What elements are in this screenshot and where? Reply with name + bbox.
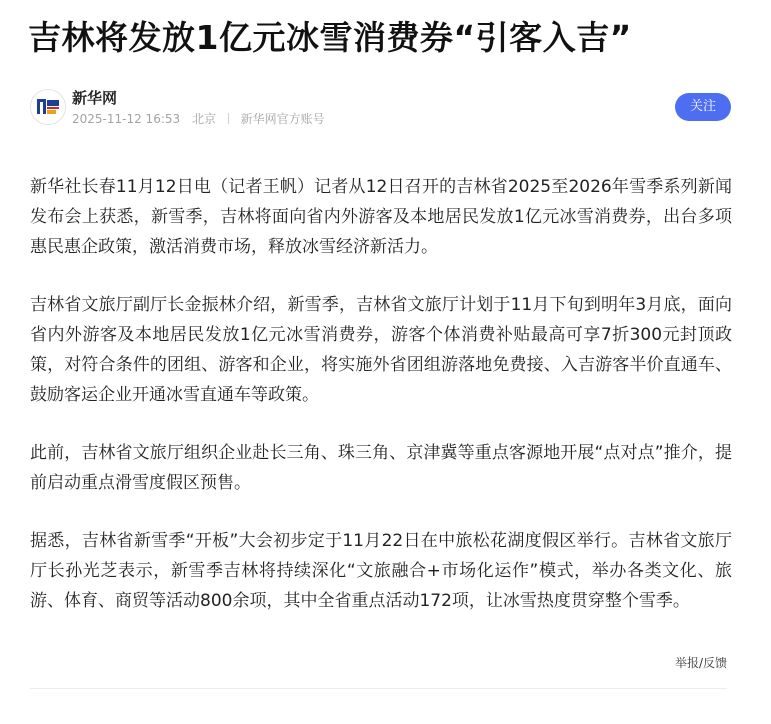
author-name[interactable]: 新华网 bbox=[72, 89, 118, 107]
publish-date: 2025-11-12 16:53 bbox=[72, 112, 181, 126]
paragraph: 吉林省文旅厅副厅长金振林介绍，新雪季，吉林省文旅厅计划于11月下旬到明年3月底，面向省内外游客及本地居民发放1亿元冰雪消费券，游客个体消费补贴最高可享7折300元封顶政策，对符合条件的团组、游客和企业，将实施外省团组游落地免费接、入吉游客半价直通车、鼓励客运企业开通冰雪直通车等政策。 bbox=[30, 295, 732, 405]
article-body bbox=[30, 172, 732, 644]
follow-button[interactable]: 关注 bbox=[675, 93, 731, 121]
paragraph: 此前，吉林省文旅厅组织企业赴长三角、珠三角、京津冀等重点客源地开展“点对点”推介，提前启动重点滑雪度假区预售。 bbox=[30, 443, 732, 493]
article-title: 吉林将发放1亿元冰雪消费券“引客入吉” bbox=[28, 18, 632, 57]
meta-divider bbox=[228, 113, 229, 124]
paragraph: 新华社长春11月12日电（记者王帆）记者从12日召开的吉林省2025至2026年雪季系列新闻发布会上获悉，新雪季，吉林将面向省内外游客及本地居民发放1亿元冰雪消费券，出台多项惠民惠企政策，激活消费市场，释放冰雪经济新活力。 bbox=[30, 177, 732, 257]
author-account: 新华网官方账号 bbox=[240, 112, 325, 126]
article-meta bbox=[72, 110, 333, 128]
paragraph: 据悉，吉林省新雪季“开板”大会初步定于11月22日在中旅松花湖度假区举行。吉林省文旅厅厅长孙光芝表示，新雪季吉林将持续深化“文旅融合+市场化运作”模式，举办各类文化、旅游、体育、商贸等活动800余项，其中全省重点活动172项，让冰雪热度贯穿整个雪季。 bbox=[30, 531, 732, 611]
section-divider bbox=[30, 688, 727, 689]
report-feedback-link[interactable]: 举报/反馈 bbox=[674, 656, 727, 670]
xinhuanet-logo-graphic bbox=[31, 90, 65, 124]
author-row bbox=[30, 86, 730, 130]
xinhuanet-logo-icon[interactable] bbox=[30, 89, 66, 125]
publish-location: 北京 bbox=[191, 112, 216, 126]
